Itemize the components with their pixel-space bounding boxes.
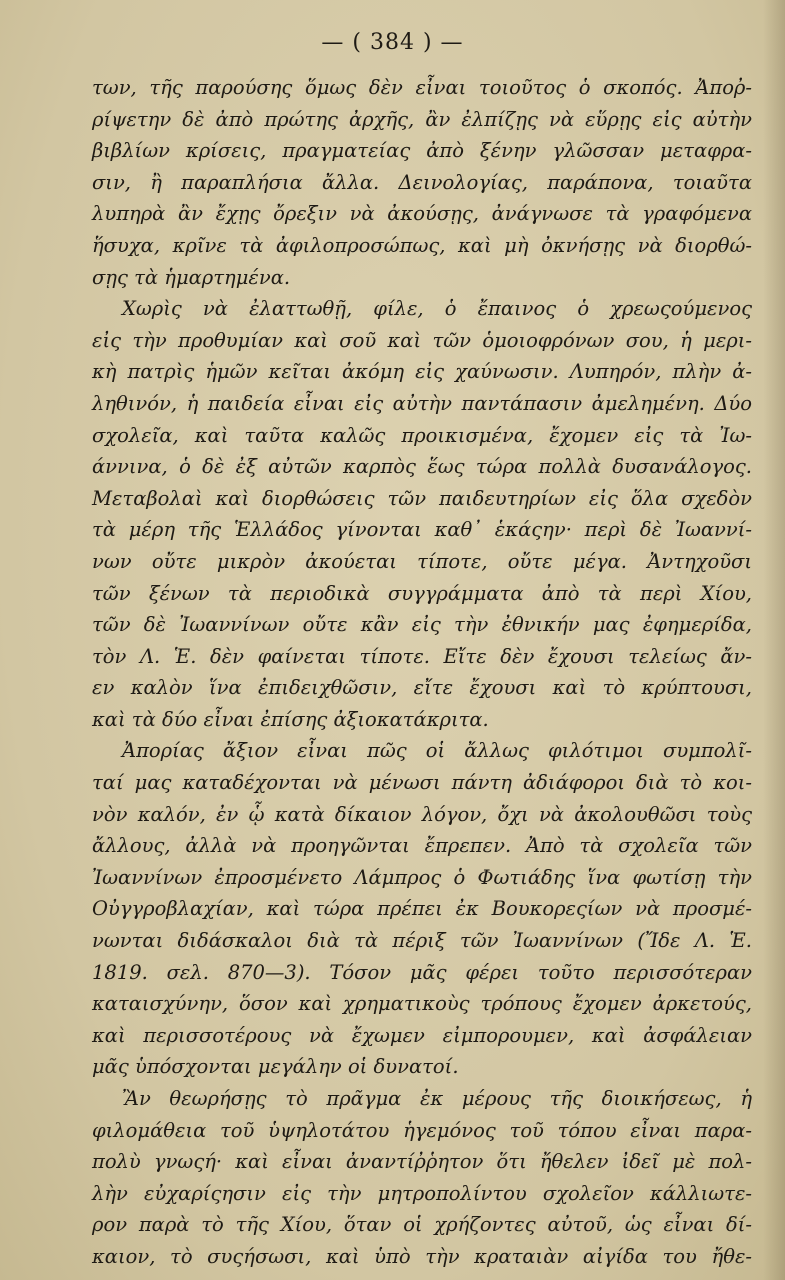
page-number-header: — ( 384 ) — bbox=[321, 30, 464, 55]
text-line: κὴ πατρὶς ἡμῶν κεῖται ἀκόμη εἰς χαύνωσιν. Λυπηρόν, πλὴν ἀ- bbox=[92, 360, 752, 384]
text-line: εν καλὸν ἵνα ἐπιδειχθῶσιν, εἴτε ἔχουσι καὶ τὸ κρύπτουσι, bbox=[92, 676, 752, 700]
text-line: τὰ μέρη τῆς Ἑλλάδος γίνονται καθ᾽ ἑκάςην· περὶ δὲ Ἰωαννί- bbox=[92, 518, 752, 542]
text-line: λὴν εὐχαρίςησιν εἰς τὴν μητροπολίντου σχολεῖον κάλλιωτε- bbox=[92, 1181, 752, 1205]
text-line: 1819. σελ. 870—3). Τόσον μᾶς φέρει τοῦτο περισσότεραν bbox=[92, 960, 752, 984]
text-line: μᾶς ὑπόσχονται μεγάλην οἱ δυνατοί. bbox=[92, 1055, 459, 1079]
text-line: καιον, τὸ συςήσωσι, καὶ ὑπὸ τὴν κραταιὰν αἰγίδα του ἤθε- bbox=[92, 1244, 752, 1268]
text-line: ρον παρὰ τὸ τῆς Χίου, ὅταν οἱ χρήζοντες αὐτοῦ, ὡς εἶναι δί- bbox=[92, 1213, 752, 1237]
text-line: πολὺ γνωςή· καὶ εἶναι ἀναντίῤῥητον ὅτι ἤθελεν ἰδεῖ μὲ πολ- bbox=[92, 1150, 752, 1174]
text-line: Ἰωαννίνων ἐπροσμένετο Λάμπρος ὁ Φωτιάδης ἵνα φωτίσῃ τὴν bbox=[92, 865, 752, 889]
text-line: ταί μας καταδέχονται νὰ μένωσι πάντη ἀδιάφοροι διὰ τὸ κοι- bbox=[92, 771, 752, 795]
text-line: καταισχύνην, ὅσον καὶ χρηματικοὺς τρόπους ἔχομεν ἀρκετούς, bbox=[92, 992, 752, 1016]
text-line: των, τῆς παρούσης ὅμως δὲν εἶναι τοιοῦτος ὁ σκοπός. Ἀποῤ- bbox=[92, 76, 752, 99]
text-line: ἥσυχα, κρῖνε τὰ ἀφιλοπροσώπως, καὶ μὴ ὀκνήσῃς νὰ διορθώ- bbox=[92, 233, 752, 257]
text-line: Ἂν θεωρήσῃς τὸ πρᾶγμα ἐκ μέρους τῆς διοικήσεως, ἡ bbox=[122, 1087, 752, 1110]
body-text bbox=[92, 72, 752, 1273]
text-line: φιλομάθεια τοῦ ὑψηλοτάτου ἡγεμόνος τοῦ τόπου εἶναι παρα- bbox=[92, 1118, 752, 1142]
text-line: νων οὔτε μικρὸν ἀκούεται τίποτε, οὔτε μέγα. Ἀντηχοῦσι bbox=[92, 549, 752, 573]
text-line: άννινα, ὁ δὲ ἐξ αὐτῶν καρπὸς ἕως τώρα πολλὰ δυσανάλογος. bbox=[92, 455, 752, 479]
text-line: ἄλλους, ἀλλὰ νὰ προηγῶνται ἔπρεπεν. Ἀπὸ τὰ σχολεῖα τῶν bbox=[92, 834, 752, 858]
text-line: νὸν καλόν, ἐν ᾧ κατὰ δίκαιον λόγον, ὄχι νὰ ἀκολουθῶσι τοὺς bbox=[92, 802, 752, 826]
text-line: καὶ περισσοτέρους νὰ ἔχωμεν εἰμπορουμεν, καὶ ἀσφάλειαν bbox=[92, 1023, 752, 1047]
text-line: Μεταβολαὶ καὶ διορθώσεις τῶν παιδευτηρίων εἰς ὅλα σχεδὸν bbox=[92, 486, 752, 510]
page-spine-shadow bbox=[763, 0, 785, 1280]
text-line: σῃς τὰ ἡμαρτημένα. bbox=[92, 265, 291, 289]
text-line: Ἀπορίας ἄξιον εἶναι πῶς οἱ ἄλλως φιλότιμοι συμπολῖ- bbox=[122, 739, 752, 763]
text-line: λυπηρὰ ἂν ἔχῃς ὄρεξιν νὰ ἀκούσῃς, ἀνάγνωσε τὰ γραφόμενα bbox=[92, 202, 752, 226]
text-line: σιν, ἢ παραπλήσια ἄλλα. Δεινολογίας, παράπονα, τοιαῦτα bbox=[92, 170, 752, 194]
text-line: τὸν Λ. Ἑ. δὲν φαίνεται τίποτε. Εἴτε δὲν ἔχουσι τελείως ἄν- bbox=[92, 644, 752, 668]
text-line: καὶ τὰ δύο εἶναι ἐπίσης ἀξιοκατάκριτα. bbox=[92, 707, 489, 731]
text-line: τῶν ξένων τὰ περιοδικὰ συγγράμματα ἀπὸ τὰ περὶ Χίου, bbox=[92, 581, 752, 605]
text-line: βιβλίων κρίσεις, πραγματείας ἀπὸ ξένην γλῶσσαν μεταφρα- bbox=[92, 139, 752, 163]
text-line: Οὐγγροβλαχίαν, καὶ τώρα πρέπει ἐκ Βουκορεςίων νὰ προσμέ- bbox=[92, 897, 752, 921]
text-line: ρίψετην δὲ ἀπὸ πρώτης ἀρχῆς, ἂν ἐλπίζῃς νὰ εὕρῃς εἰς αὐτὴν bbox=[92, 107, 752, 131]
text-line: εἰς τὴν προθυμίαν καὶ σοῦ καὶ τῶν ὁμοιοφρόνων σου, ἡ μερι- bbox=[92, 328, 752, 352]
text-line: Χωρὶς νὰ ἐλαττωθῇ, φίλε, ὁ ἔπαινος ὁ χρεωςούμενος bbox=[122, 297, 752, 321]
text-line: σχολεῖα, καὶ ταῦτα καλῶς προικισμένα, ἔχομεν εἰς τὰ Ἰω- bbox=[92, 423, 752, 447]
text-line: νωνται διδάσκαλοι διὰ τὰ πέριξ τῶν Ἰωαννίνων (Ἴδε Λ. Ἑ. bbox=[92, 929, 752, 953]
text-line: τῶν δὲ Ἰωαννίνων οὔτε κἂν εἰς τὴν ἐθνικήν μας ἐφημερίδα, bbox=[92, 613, 752, 637]
text-line: ληθινόν, ἡ παιδεία εἶναι εἰς αὐτὴν παντάπασιν ἀμελημένη. Δύο bbox=[92, 391, 752, 415]
